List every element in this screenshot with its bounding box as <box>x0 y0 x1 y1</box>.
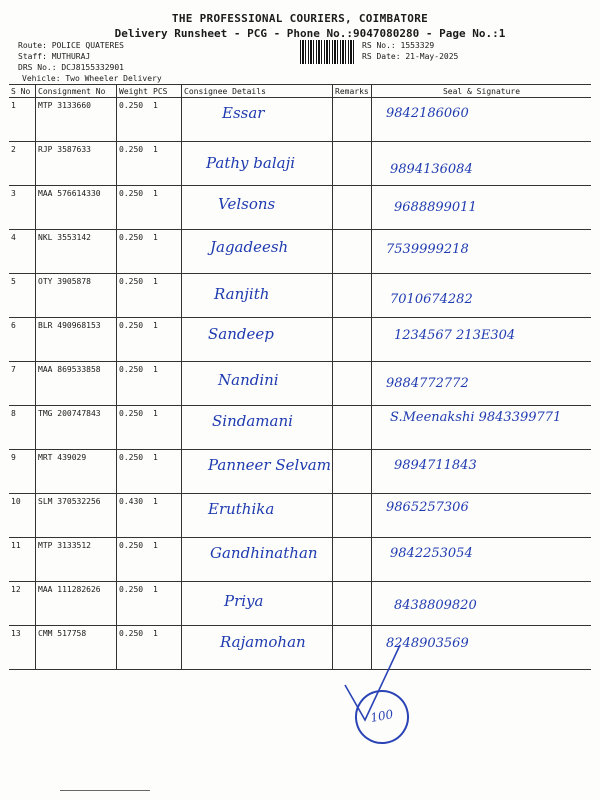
row-consignment-no: MTP 3133512 <box>36 538 117 582</box>
row-consignment-no: OTY 3905878 <box>36 274 117 318</box>
row-remarks <box>333 538 372 582</box>
signature-handwriting: 9894136084 <box>390 162 473 177</box>
table-row <box>9 142 591 186</box>
consignee-handwriting: Velsons <box>218 195 276 213</box>
signature-handwriting: 9842186060 <box>386 106 469 121</box>
row-consignee-cell <box>182 494 333 538</box>
consignee-handwriting: Eruthika <box>208 500 275 518</box>
row-pcs: 1 <box>151 142 182 186</box>
row-remarks <box>333 98 372 142</box>
consignee-handwriting: Panneer Selvam <box>208 456 331 474</box>
consignee-handwriting: Pathy balaji <box>206 154 296 172</box>
row-consignment-no: CMM 517758 <box>36 626 117 670</box>
row-remarks <box>333 142 372 186</box>
row-consignee-cell <box>182 362 333 406</box>
row-signature-cell <box>372 230 592 274</box>
row-sno: 6 <box>9 318 36 362</box>
row-consignment-no: MAA 869533858 <box>36 362 117 406</box>
col-sno: S No <box>9 85 36 98</box>
row-signature-cell <box>372 98 592 142</box>
row-weight: 0.250 <box>117 230 152 274</box>
row-signature-cell <box>372 538 592 582</box>
signature-handwriting: 7539999218 <box>386 242 469 257</box>
consignee-handwriting: Rajamohan <box>220 633 306 651</box>
row-sno: 2 <box>9 142 36 186</box>
runsheet-subtitle: Delivery Runsheet - PCG - Phone No.:9047080280 - Page No.:1 <box>114 27 506 40</box>
row-sno: 12 <box>9 582 36 626</box>
row-consignment-no: MRT 439029 <box>36 450 117 494</box>
consignee-handwriting: Priya <box>224 592 264 610</box>
row-pcs: 1 <box>151 318 182 362</box>
row-remarks <box>333 582 372 626</box>
row-consignment-no: BLR 490968153 <box>36 318 117 362</box>
row-signature-cell <box>372 582 592 626</box>
row-weight: 0.250 <box>117 582 152 626</box>
row-signature-cell <box>372 318 592 362</box>
row-weight: 0.250 <box>117 318 152 362</box>
row-pcs: 1 <box>151 494 182 538</box>
drs-label: DRS No.: DCJ8155332901 <box>18 63 124 72</box>
consignee-handwriting: Jagadeesh <box>210 238 289 256</box>
signature-handwriting: S.Meenakshi 9843399771 <box>390 410 562 425</box>
row-weight: 0.430 <box>117 494 152 538</box>
signature-handwriting: 1234567 213E304 <box>394 328 516 343</box>
row-signature-cell <box>372 274 592 318</box>
row-sno: 9 <box>9 450 36 494</box>
row-consignment-no: MAA 576614330 <box>36 186 117 230</box>
row-sno: 5 <box>9 274 36 318</box>
table-row <box>9 318 591 362</box>
row-consignment-no: RJP 3587633 <box>36 142 117 186</box>
row-pcs: 1 <box>151 450 182 494</box>
col-consignment: Consignment No <box>36 85 117 98</box>
row-sno: 11 <box>9 538 36 582</box>
row-pcs: 1 <box>151 98 182 142</box>
row-remarks <box>333 406 372 450</box>
table-header-row <box>9 85 591 98</box>
row-weight: 0.250 <box>117 362 152 406</box>
row-signature-cell <box>372 494 592 538</box>
row-pcs: 1 <box>151 582 182 626</box>
row-signature-cell <box>372 362 592 406</box>
signature-handwriting: 9842253054 <box>390 546 473 561</box>
row-remarks <box>333 186 372 230</box>
table-row <box>9 362 591 406</box>
row-consignee-cell <box>182 406 333 450</box>
table-row <box>9 582 591 626</box>
row-pcs: 1 <box>151 626 182 670</box>
row-weight: 0.250 <box>117 274 152 318</box>
row-signature-cell <box>372 450 592 494</box>
delivery-stamp: 100 <box>351 686 414 749</box>
col-consignee: Consignee Details <box>182 85 333 98</box>
consignee-handwriting: Ranjith <box>214 285 270 303</box>
row-remarks <box>333 318 372 362</box>
row-remarks <box>333 450 372 494</box>
signature-handwriting: 8248903569 <box>386 636 469 651</box>
row-remarks <box>333 362 372 406</box>
runsheet-table <box>9 84 591 670</box>
row-consignment-no: NKL 3553142 <box>36 230 117 274</box>
table-row <box>9 98 591 142</box>
rs-number: RS No.: 1553329 <box>362 41 435 50</box>
row-sno: 10 <box>9 494 36 538</box>
row-weight: 0.250 <box>117 450 152 494</box>
signature-handwriting: 9884772772 <box>386 376 469 391</box>
row-consignee-cell <box>182 538 333 582</box>
route-label: Route: POLICE QUATERES <box>18 41 124 50</box>
row-weight: 0.250 <box>117 538 152 582</box>
row-consignee-cell <box>182 186 333 230</box>
consignee-handwriting: Sindamani <box>212 412 293 430</box>
signature-handwriting: 7010674282 <box>390 292 473 307</box>
row-weight: 0.250 <box>117 626 152 670</box>
company-title: THE PROFESSIONAL COURIERS, COIMBATORE <box>171 12 429 25</box>
row-weight: 0.250 <box>117 406 152 450</box>
row-pcs: 1 <box>151 186 182 230</box>
row-sno: 8 <box>9 406 36 450</box>
col-pcs: PCS <box>151 85 182 98</box>
vehicle-label: Vehicle: Two Wheeler Delivery <box>22 74 162 83</box>
row-signature-cell <box>372 142 592 186</box>
signature-handwriting: 9894711843 <box>394 458 477 473</box>
table-row <box>9 626 591 670</box>
signature-handwriting: 9865257306 <box>386 500 469 515</box>
row-signature-cell <box>372 406 592 450</box>
staff-label: Staff: MUTHURAJ <box>18 52 91 61</box>
row-weight: 0.250 <box>117 186 152 230</box>
row-consignee-cell <box>182 318 333 362</box>
row-consignee-cell <box>182 274 333 318</box>
table-row <box>9 274 591 318</box>
row-consignment-no: SLM 370532256 <box>36 494 117 538</box>
row-pcs: 1 <box>151 538 182 582</box>
row-signature-cell <box>372 186 592 230</box>
row-remarks <box>333 230 372 274</box>
table-row <box>9 538 591 582</box>
footer-scribble <box>60 790 150 795</box>
row-remarks <box>333 274 372 318</box>
row-consignee-cell <box>182 582 333 626</box>
col-seal: Seal & Signature <box>372 85 592 98</box>
signature-handwriting: 8438809820 <box>394 598 477 613</box>
row-remarks <box>333 494 372 538</box>
col-remarks: Remarks <box>333 85 372 98</box>
row-weight: 0.250 <box>117 98 152 142</box>
row-pcs: 1 <box>151 362 182 406</box>
row-consignee-cell <box>182 230 333 274</box>
row-pcs: 1 <box>151 230 182 274</box>
table-row <box>9 186 591 230</box>
row-consignment-no: MTP 3133660 <box>36 98 117 142</box>
row-consignee-cell <box>182 98 333 142</box>
row-sno: 7 <box>9 362 36 406</box>
row-pcs: 1 <box>151 406 182 450</box>
row-consignee-cell <box>182 626 333 670</box>
row-pcs: 1 <box>151 274 182 318</box>
row-sno: 1 <box>9 98 36 142</box>
row-consignee-cell <box>182 142 333 186</box>
signature-handwriting: 9688899011 <box>394 200 477 215</box>
barcode-icon <box>300 40 356 64</box>
row-weight: 0.250 <box>117 142 152 186</box>
consignee-handwriting: Essar <box>222 104 265 122</box>
consignee-handwriting: Sandeep <box>208 325 274 343</box>
consignee-handwriting: Nandini <box>218 371 279 389</box>
row-consignee-cell <box>182 450 333 494</box>
row-sno: 3 <box>9 186 36 230</box>
rs-date: RS Date: 21-May-2025 <box>362 52 459 61</box>
table-row <box>9 494 591 538</box>
table-row <box>9 406 591 450</box>
consignee-handwriting: Gandhinathan <box>210 544 318 562</box>
col-weight: Weight <box>117 85 152 98</box>
row-consignment-no: MAA 111282626 <box>36 582 117 626</box>
row-sno: 4 <box>9 230 36 274</box>
row-consignment-no: TMG 200747843 <box>36 406 117 450</box>
table-row <box>9 450 591 494</box>
table-row <box>9 230 591 274</box>
row-sno: 13 <box>9 626 36 670</box>
